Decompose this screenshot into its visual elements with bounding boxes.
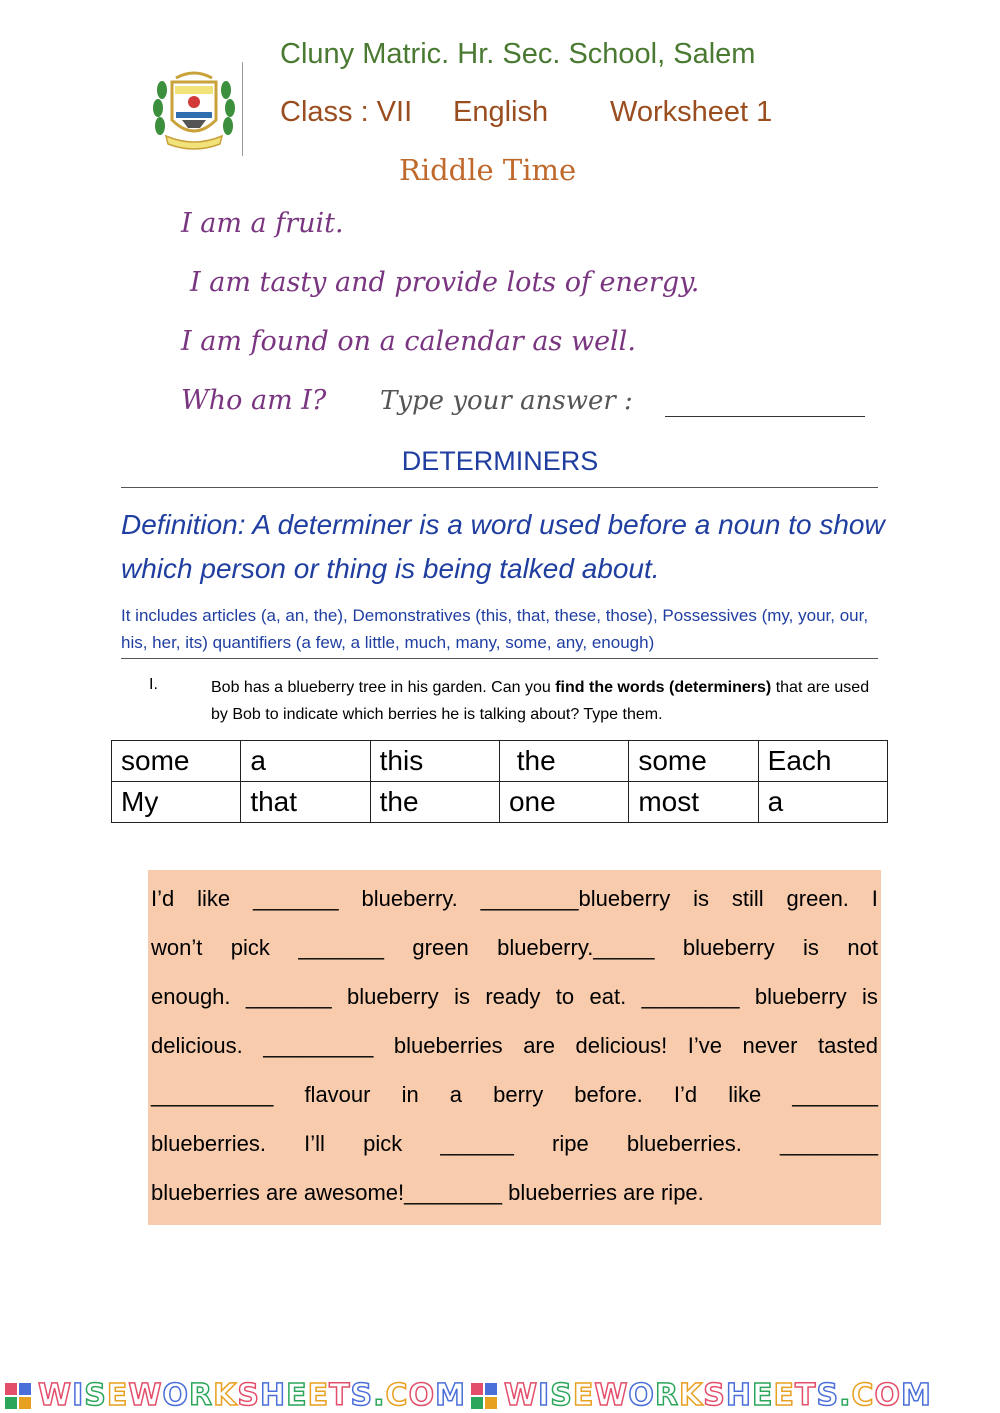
exercise-word: pick (363, 1131, 403, 1156)
exercise-word: before. (574, 1082, 643, 1107)
blank-field[interactable]: _______ (792, 1082, 878, 1107)
exercise-word: won’t (151, 935, 203, 960)
exercise-word: I’ve (687, 1033, 722, 1058)
exercise-line (151, 935, 878, 961)
exercise-word: ripe (552, 1131, 589, 1156)
logo-divider (242, 62, 243, 156)
exercise-word: I’d (673, 1082, 698, 1107)
riddle-line: I am found on a calendar as well. (181, 326, 636, 357)
exercise-line (151, 886, 878, 912)
question-number: I. (149, 676, 158, 693)
exercise-word: enough. (151, 984, 231, 1009)
exercise-word: tasted (818, 1033, 878, 1058)
exercise-word: are (523, 1033, 555, 1058)
exercise-word: ready (485, 984, 541, 1009)
blank-field[interactable]: _______ (298, 935, 384, 960)
exercise-word: delicious. (151, 1033, 243, 1058)
question-text-part: Bob has a blueberry tree in his garden. Can you (211, 679, 556, 696)
determiner-word-table (111, 740, 888, 823)
section-title: DETERMINERS (401, 446, 599, 476)
exercise-word: blueberry (754, 984, 847, 1009)
blank-field[interactable]: ________blueberry (480, 886, 671, 911)
divider (121, 658, 878, 659)
definition-text: Definition: A determiner is a word used before a noun to show which person or thing is being talked about. (121, 509, 885, 584)
exercise-word: is (454, 984, 470, 1009)
blank-field[interactable]: ______ (440, 1131, 514, 1156)
exercise-word: a (449, 1082, 463, 1107)
question-text-bold: find the words (determiners) (555, 679, 772, 696)
exercise-word: like (728, 1082, 762, 1107)
riddle-question: Who am I? (181, 385, 327, 416)
word-cell[interactable]: most (629, 782, 758, 823)
exercise-line: blueberries are awesome!________ blueberries are ripe. (151, 1180, 704, 1205)
divider (121, 487, 878, 488)
exercise-word: still (731, 886, 764, 911)
table-row (112, 741, 888, 782)
word-cell[interactable]: this (370, 741, 499, 782)
word-cell[interactable]: one (499, 782, 628, 823)
exercise-word: is (693, 886, 709, 911)
blank-field[interactable]: ________ (641, 984, 740, 1009)
exercise-word: blueberries. (626, 1131, 742, 1156)
blank-field[interactable]: ________ (780, 1131, 878, 1156)
word-cell[interactable]: My (112, 782, 241, 823)
exercise-word: flavour (304, 1082, 371, 1107)
blank-field[interactable]: _______ (245, 984, 332, 1009)
blank-field[interactable]: __________ (151, 1082, 274, 1107)
exercise-word: green. (786, 886, 849, 911)
question-text-part: that are used by Bob to indicate which berries he is talking about? Type them. (211, 679, 870, 723)
word-cell[interactable]: some (112, 741, 241, 782)
exercise-word: blueberry (346, 984, 439, 1009)
exercise-line (151, 1082, 878, 1108)
exercise-line (151, 984, 878, 1010)
word-cell[interactable]: that (241, 782, 370, 823)
school-name: Cluny Matric. Hr. Sec. School, Salem (280, 38, 756, 70)
word-cell[interactable]: the (370, 782, 499, 823)
watermark-text: WISEWORKSHEETS.COM (503, 1378, 932, 1413)
class-label: Class : VII (280, 96, 413, 128)
riddle-title: Riddle Time (399, 153, 577, 187)
school-crest-icon (146, 60, 242, 156)
riddle-answer-input[interactable] (665, 390, 865, 417)
exercise-word: blueberry. (361, 886, 458, 911)
exercise-word: like (197, 886, 231, 911)
exercise-word: delicious! (575, 1033, 668, 1058)
word-cell[interactable]: some (629, 741, 758, 782)
exercise-word: blueberry (682, 935, 775, 960)
exercise-word: in (401, 1082, 419, 1107)
blank-field[interactable]: _________ (263, 1033, 374, 1058)
school-logo (146, 60, 242, 156)
word-cell[interactable]: the (499, 741, 628, 782)
exercise-word: I’d (151, 886, 175, 911)
exercise-word: pick (230, 935, 270, 960)
wiseworksheets-logo-icon (4, 1382, 32, 1410)
riddle-line: I am tasty and provide lots of energy. (190, 267, 700, 298)
question-text (211, 674, 871, 728)
exercise-line (151, 1033, 878, 1059)
exercise-word: never (742, 1033, 798, 1058)
wiseworksheets-logo-icon (470, 1382, 498, 1410)
exercise-word: eat. (589, 984, 627, 1009)
watermark-text: WISEWORKSHEETS.COM (38, 1378, 466, 1413)
blank-field[interactable]: _______ (253, 886, 339, 911)
blank-field[interactable]: blueberry._____ (497, 935, 655, 960)
exercise-word: is (803, 935, 819, 960)
word-cell[interactable]: a (758, 782, 887, 823)
table-row (112, 782, 888, 823)
exercise-word: is (862, 984, 878, 1009)
word-cell[interactable]: Each (758, 741, 887, 782)
exercise-word: blueberries (393, 1033, 503, 1058)
watermark-footer (0, 1378, 1000, 1413)
worksheet-label: Worksheet 1 (610, 96, 773, 128)
exercise-word: blueberries. (151, 1131, 266, 1156)
exercise-line (151, 1131, 878, 1157)
word-cell[interactable]: a (241, 741, 370, 782)
subject-label: English (453, 96, 549, 128)
answer-label: Type your answer : (380, 386, 633, 416)
exercise-word: I (871, 886, 878, 911)
riddle-line: I am a fruit. (181, 208, 344, 239)
exercise-word: I’ll (304, 1131, 325, 1156)
exercise-word: green (412, 935, 469, 960)
exercise-word: to (555, 984, 575, 1009)
exercise-word: not (847, 935, 878, 960)
exercise-word: berry (493, 1082, 544, 1107)
includes-text: It includes articles (a, an, the), Demonstratives (this, that, these, those), Possessives (my, your, our, his, her, its) quantifiers (a few, a little, much, many, some, any, enough) (121, 606, 869, 652)
